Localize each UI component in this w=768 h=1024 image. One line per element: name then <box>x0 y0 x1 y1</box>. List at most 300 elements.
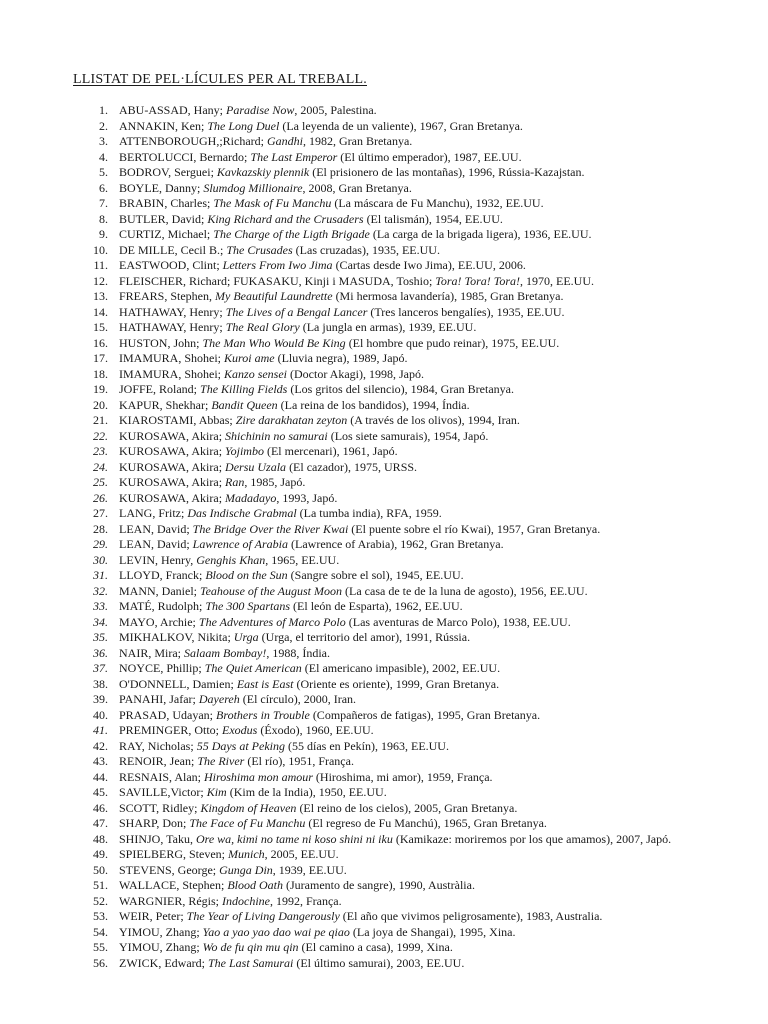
list-item <box>0 150 768 166</box>
list-item-text <box>119 289 729 305</box>
film-title: The Killing Fields <box>200 382 288 396</box>
list-item-number: 47. <box>93 816 108 830</box>
film-title: The Mask of Fu Manchu <box>213 196 332 210</box>
film-title: East is East <box>236 676 294 691</box>
list-item-number: 4. <box>99 149 108 164</box>
list-item <box>0 925 768 941</box>
film-details: (El último samurai), 2003, EE.UU. <box>293 955 465 970</box>
list-item <box>0 289 768 305</box>
list-item <box>0 258 768 274</box>
list-item <box>0 103 768 119</box>
list-item-number: 37. <box>93 661 108 675</box>
director: SCOTT, Ridley; <box>119 800 201 815</box>
director: DE MILLE, Cecil B.; <box>119 242 227 257</box>
list-item <box>0 956 768 972</box>
list-item-text <box>119 305 729 321</box>
list-item-text <box>119 878 729 894</box>
list-item-text <box>119 568 729 584</box>
film-details: (El americano impasible), 2002, EE.UU. <box>301 661 501 675</box>
film-title: Indochine <box>222 893 270 908</box>
film-title: The Last Samurai <box>207 955 294 970</box>
film-title: Dayereh <box>198 692 240 706</box>
film-details: (Hiroshima, mi amor), 1959, França. <box>312 769 493 784</box>
list-item-number: 24. <box>93 459 108 474</box>
film-title: Kingdom of Heaven <box>200 800 297 815</box>
list-item-text <box>119 460 729 476</box>
film-details: (El reino de los cielos), 2005, Gran Bretanya. <box>296 800 518 815</box>
list-item-number: 54. <box>93 924 108 939</box>
list-item <box>0 909 768 925</box>
list-item-number: 53. <box>93 909 108 923</box>
director: O'DONNELL, Damien; <box>119 676 237 691</box>
list-item-number: 12. <box>93 273 108 288</box>
list-item-number: 1. <box>99 103 108 117</box>
page-title: LLISTAT DE PEL·LÍCULES PER AL TREBALL. <box>73 72 367 87</box>
film-details: , 1992, França. <box>269 893 342 908</box>
film-details: (El hombre que pudo reinar), 1975, EE.UU. <box>345 335 560 350</box>
list-item-number: 45. <box>93 785 108 799</box>
list-item-text <box>119 615 729 631</box>
list-item-text <box>119 553 729 569</box>
list-item <box>0 119 768 135</box>
list-item-number: 19. <box>93 382 108 396</box>
film-details: , 1939, EE.UU. <box>272 862 347 877</box>
director: LEAN, David; <box>119 521 193 536</box>
film-details: (Tres lanceros bengalíes), 1935, EE.UU. <box>367 304 565 319</box>
film-title: The Year of Living Dangerously <box>186 909 340 923</box>
film-title: Shichinin no samurai <box>225 428 328 443</box>
film-title: Das Indische Grabmal <box>187 506 297 520</box>
list-item-number: 5. <box>99 165 108 179</box>
list-item-text <box>119 103 729 119</box>
list-item-number: 25. <box>93 475 108 489</box>
list-item-number: 46. <box>93 800 108 815</box>
film-title: Kim <box>206 785 227 799</box>
list-item-number: 11. <box>93 258 108 272</box>
list-item-text <box>119 522 729 538</box>
list-item <box>0 832 768 848</box>
list-item <box>0 351 768 367</box>
director: KUROSAWA, Akira; <box>119 475 226 489</box>
list-item <box>0 429 768 445</box>
list-item <box>0 212 768 228</box>
list-item-text <box>119 801 729 817</box>
list-item-number: 51. <box>93 878 108 892</box>
film-title: Teahouse of the August Moon <box>200 583 343 598</box>
director: RAY, Nicholas; <box>119 738 197 753</box>
list-item-number: 38. <box>93 676 108 691</box>
director: YIMOU, Zhang; <box>119 940 203 954</box>
film-title: Hiroshima mon amour <box>204 769 313 784</box>
film-details: , 1982, Gran Bretanya. <box>302 134 413 148</box>
film-details: (La reina de los bandidos), 1994, Índia. <box>277 397 470 412</box>
list-item-text <box>119 863 729 879</box>
director: CURTIZ, Michael; <box>119 227 214 241</box>
list-item <box>0 181 768 197</box>
film-title: Letters From Iwo Jima <box>222 258 333 272</box>
list-item-text <box>119 336 729 352</box>
list-item <box>0 227 768 243</box>
list-item-number: 28. <box>93 521 108 536</box>
list-item-number: 16. <box>93 335 108 350</box>
film-title: My Beautiful Laundrette <box>215 289 333 303</box>
film-title: The Last Emperor <box>250 149 338 164</box>
director: WARGNIER, Régis; <box>119 893 222 908</box>
film-details: , 1988, Índia. <box>266 645 330 660</box>
film-details: (55 días en Pekín), 1963, EE.UU. <box>285 738 449 753</box>
film-details: (El león de Esparta), 1962, EE.UU. <box>290 599 463 613</box>
list-item-text <box>119 150 729 166</box>
list-item <box>0 816 768 832</box>
director: KUROSAWA, Akira; <box>119 490 226 505</box>
list-item-number: 55. <box>93 940 108 954</box>
list-item-number: 34. <box>93 614 108 629</box>
director: HATHAWAY, Henry; <box>119 304 226 319</box>
film-title: The 300 Spartans <box>205 599 291 613</box>
film-details: (El puente sobre el río Kwai), 1957, Gran Bretanya. <box>348 521 601 536</box>
film-details: (El último emperador), 1987, EE.UU. <box>337 149 522 164</box>
film-title: Ran <box>225 475 245 489</box>
list-item <box>0 708 768 724</box>
list-item-number: 18. <box>93 366 108 381</box>
list-item-number: 9. <box>99 227 108 241</box>
list-item-number: 7. <box>99 196 108 210</box>
director: LEVIN, Henry, <box>119 552 197 567</box>
list-item <box>0 398 768 414</box>
film-details: (El mercenari), 1961, Japó. <box>263 444 398 458</box>
film-title: King Richard and the Crusaders <box>207 211 364 226</box>
list-item <box>0 382 768 398</box>
list-item <box>0 894 768 910</box>
list-item <box>0 134 768 150</box>
film-details: , 1985, Japó. <box>244 475 306 489</box>
list-item-text <box>119 444 729 460</box>
list-item <box>0 739 768 755</box>
list-item-text <box>119 832 729 848</box>
list-item-number: 14. <box>93 304 108 319</box>
list-item-number: 56. <box>93 955 108 970</box>
director: PREMINGER, Otto; <box>119 723 223 737</box>
film-details: (Juramento de sangre), 1990, Austràlia. <box>283 878 475 892</box>
list-item-number: 30. <box>93 552 108 567</box>
director: BERTOLUCCI, Bernardo; <box>119 149 251 164</box>
list-item-text <box>119 398 729 414</box>
list-item-text <box>119 723 729 739</box>
film-title: The Bridge Over the River Kwai <box>192 521 349 536</box>
list-item-text <box>119 243 729 259</box>
film-title: Yao a yao yao dao wai pe qiao <box>202 924 350 939</box>
list-item-number: 26. <box>93 490 108 505</box>
film-details: (La carga de la brigada ligera), 1936, EE.UU. <box>369 227 592 241</box>
film-title: Kavkazskiy plennik <box>216 165 310 179</box>
director: EASTWOOD, Clint; <box>119 258 223 272</box>
director: SAVILLE,Victor; <box>119 785 207 799</box>
list-item <box>0 506 768 522</box>
film-title: Lawrence of Arabia <box>192 537 288 551</box>
director: WEIR, Peter; <box>119 909 187 923</box>
director: ZWICK, Edward; <box>119 955 208 970</box>
list-item <box>0 661 768 677</box>
list-item <box>0 615 768 631</box>
film-details: (La máscara de Fu Manchu), 1932, EE.UU. <box>331 196 544 210</box>
director: SHINJO, Taku, <box>119 831 196 846</box>
list-item <box>0 537 768 553</box>
film-details: (Sangre sobre el sol), 1945, EE.UU. <box>287 568 464 582</box>
film-details: (Las cruzadas), 1935, EE.UU. <box>292 242 440 257</box>
list-item-number: 39. <box>93 692 108 706</box>
list-item <box>0 785 768 801</box>
film-details: , 2005, EE.UU. <box>264 847 339 861</box>
film-details: (Lawrence of Arabia), 1962, Gran Bretanya. <box>288 537 504 551</box>
list-item-number: 43. <box>93 754 108 768</box>
film-details: (El año que vivimos peligrosamente), 1983, Australia. <box>339 909 603 923</box>
list-item <box>0 677 768 693</box>
list-item-text <box>119 816 729 832</box>
film-details: (El cazador), 1975, URSS. <box>286 459 418 474</box>
director: BOYLE, Danny; <box>119 180 204 195</box>
list-item <box>0 444 768 460</box>
director: RENOIR, Jean; <box>119 754 198 768</box>
director: STEVENS, George; <box>119 862 220 877</box>
list-item-text <box>119 584 729 600</box>
film-title: Yojimbo <box>225 444 264 458</box>
film-title: Tora! Tora! Tora! <box>435 273 521 288</box>
film-title: Munich <box>228 847 265 861</box>
director: HATHAWAY, Henry; <box>119 320 226 334</box>
film-title: Slumdog Millionaire <box>203 180 303 195</box>
list-item-text <box>119 956 729 972</box>
list-item-number: 42. <box>93 738 108 753</box>
list-item-text <box>119 692 729 708</box>
film-title: Blood Oath <box>227 878 283 892</box>
list-item-text <box>119 274 729 290</box>
list-item-text <box>119 367 729 383</box>
director: JOFFE, Roland; <box>119 382 201 396</box>
list-item-number: 41. <box>93 723 108 737</box>
film-title: The Crusades <box>226 242 293 257</box>
list-item <box>0 599 768 615</box>
film-title: Kuroi ame <box>224 351 275 365</box>
film-title: The Long Duel <box>207 118 280 133</box>
film-title: The River <box>197 754 245 768</box>
list-item-text <box>119 909 729 925</box>
list-item-number: 22. <box>93 428 108 443</box>
director: IMAMURA, Shohei; <box>119 366 225 381</box>
list-item <box>0 801 768 817</box>
director: KIAROSTAMI, Abbas; <box>119 413 236 427</box>
director: NAIR, Mira; <box>119 645 184 660</box>
list-item <box>0 630 768 646</box>
list-item-number: 6. <box>99 180 108 195</box>
list-item-number: 21. <box>93 413 108 427</box>
list-item-text <box>119 770 729 786</box>
film-details: (Compañeros de fatigas), 1995, Gran Bretanya. <box>309 707 541 722</box>
list-item <box>0 320 768 336</box>
list-item-number: 23. <box>93 444 108 458</box>
director: KAPUR, Shekhar; <box>119 397 212 412</box>
list-item-text <box>119 754 729 770</box>
director: MATÉ, Rudolph; <box>119 599 206 613</box>
list-item-text <box>119 413 729 429</box>
list-item <box>0 165 768 181</box>
director: SHARP, Don; <box>119 816 190 830</box>
director: MANN, Daniel; <box>119 583 200 598</box>
film-details: , 2008, Gran Bretanya. <box>302 180 412 195</box>
film-details: (Doctor Akagi), 1998, Japó. <box>287 366 424 381</box>
director: RESNAIS, Alan; <box>119 769 205 784</box>
film-details: (Las aventuras de Marco Polo), 1938, EE.UU. <box>345 614 571 629</box>
film-details: , 2005, Palestina. <box>294 103 377 117</box>
film-details: (A través de los olivos), 1994, Iran. <box>347 413 520 427</box>
film-details: (La joya de Shangai), 1995, Xina. <box>349 924 516 939</box>
film-details: (Kim de la India), 1950, EE.UU. <box>226 785 387 799</box>
list-item-text <box>119 599 729 615</box>
list-item-number: 49. <box>93 847 108 861</box>
film-title: The Quiet American <box>204 661 302 675</box>
list-item <box>0 553 768 569</box>
film-details: , 1965, EE.UU. <box>265 552 340 567</box>
film-title: Urga <box>233 630 259 644</box>
film-title: Brothers in Trouble <box>216 707 310 722</box>
list-item-number: 50. <box>93 862 108 877</box>
list-item-number: 8. <box>99 211 108 226</box>
list-item-text <box>119 940 729 956</box>
film-title: Blood on the Sun <box>205 568 288 582</box>
director: LANG, Fritz; <box>119 506 188 520</box>
list-item-text <box>119 506 729 522</box>
film-title: 55 Days at Peking <box>196 738 285 753</box>
list-item-number: 36. <box>93 645 108 660</box>
film-details: (El talismán), 1954, EE.UU. <box>363 211 503 226</box>
director: IMAMURA, Shohei; <box>119 351 225 365</box>
list-item-text <box>119 212 729 228</box>
list-item-number: 20. <box>93 397 108 412</box>
list-item-text <box>119 351 729 367</box>
list-item-number: 44. <box>93 769 108 784</box>
film-title: The Adventures of Marco Polo <box>198 614 346 629</box>
film-title: The Face of Fu Manchu <box>189 816 306 830</box>
director: FLEISCHER, Richard; FUKASAKU, Kinji i MASUDA, Toshio; <box>119 273 436 288</box>
list-item <box>0 460 768 476</box>
list-item <box>0 878 768 894</box>
director: ANNAKIN, Ken; <box>119 118 208 133</box>
list-item-text <box>119 847 729 863</box>
film-title: Wo de fu qin mu qin <box>202 940 299 954</box>
list-item-number: 40. <box>93 707 108 722</box>
film-title: Exodus <box>222 723 258 737</box>
list-item-text <box>119 196 729 212</box>
director: LLOYD, Franck; <box>119 568 206 582</box>
list-item-text <box>119 677 729 693</box>
list-item-text <box>119 925 729 941</box>
list-item-number: 32. <box>93 583 108 598</box>
film-title: Gandhi <box>266 134 303 148</box>
film-title: Bandit Queen <box>211 397 278 412</box>
film-details: (El camino a casa), 1999, Xina. <box>298 940 453 954</box>
director: YIMOU, Zhang; <box>119 924 203 939</box>
film-details: (Éxodo), 1960, EE.UU. <box>257 723 374 737</box>
list-item-text <box>119 894 729 910</box>
film-details: (La jungla en armas), 1939, EE.UU. <box>299 320 477 334</box>
film-details: (El río), 1951, França. <box>244 754 354 768</box>
list-item-text <box>119 661 729 677</box>
list-item-text <box>119 134 729 150</box>
list-item-number: 13. <box>93 289 108 303</box>
list-item-text <box>119 475 729 491</box>
film-title: Kanzo sensei <box>224 366 288 381</box>
list-item-text <box>119 165 729 181</box>
film-details: (El círculo), 2000, Iran. <box>239 692 357 706</box>
director: KUROSAWA, Akira; <box>119 459 226 474</box>
film-title: Ore wa, kimi no tame ni koso shini ni iku <box>195 831 393 846</box>
film-details: (Urga, el territorio del amor), 1991, Rússia. <box>258 630 471 644</box>
film-details: (Lluvia negra), 1989, Japó. <box>274 351 408 365</box>
director: NOYCE, Phillip; <box>119 661 205 675</box>
list-item <box>0 522 768 538</box>
list-item-number: 52. <box>93 893 108 908</box>
list-item <box>0 723 768 739</box>
list-item-number: 33. <box>93 599 108 613</box>
list-item <box>0 646 768 662</box>
list-item-number: 35. <box>93 630 108 644</box>
list-item-text <box>119 491 729 507</box>
film-details: (Cartas desde Iwo Jima), EE.UU, 2006. <box>332 258 526 272</box>
film-details: (Mi hermosa lavandería), 1985, Gran Bretanya. <box>332 289 564 303</box>
film-title: The Real Glory <box>225 320 300 334</box>
list-item <box>0 367 768 383</box>
film-title: The Charge of the Ligth Brigade <box>213 227 370 241</box>
list-item-text <box>119 119 729 135</box>
list-item-text <box>119 258 729 274</box>
film-details: (El prisionero de las montañas), 1996, Rússia-Kazajstan. <box>309 165 585 179</box>
film-details: , 1970, EE.UU. <box>520 273 595 288</box>
film-list <box>0 103 768 971</box>
list-item-number: 27. <box>93 506 108 520</box>
director: MIKHALKOV, Nikita; <box>119 630 234 644</box>
list-item-number: 29. <box>93 537 108 551</box>
list-item-number: 17. <box>93 351 108 365</box>
director: ATTENBOROUGH,;Richard; <box>119 134 267 148</box>
film-details: (El regreso de Fu Manchú), 1965, Gran Bretanya. <box>305 816 547 830</box>
film-title: Madadayo <box>225 490 277 505</box>
film-details: , 1993, Japó. <box>276 490 338 505</box>
director: PRASAD, Udayan; <box>119 707 217 722</box>
list-item-number: 15. <box>93 320 108 334</box>
list-item <box>0 568 768 584</box>
list-item <box>0 863 768 879</box>
film-title: Dersu Uzala <box>225 459 287 474</box>
list-item <box>0 243 768 259</box>
film-details: (Los siete samurais), 1954, Japó. <box>327 428 489 443</box>
list-item <box>0 274 768 290</box>
list-item <box>0 475 768 491</box>
list-item-text <box>119 630 729 646</box>
director: BUTLER, David; <box>119 211 208 226</box>
film-title: Genghis Khan <box>196 552 266 567</box>
list-item <box>0 754 768 770</box>
list-item-number: 48. <box>93 831 108 846</box>
film-details: (Kamikaze: moriremos por los que amamos), 2007, Japó. <box>392 831 672 846</box>
list-item-text <box>119 646 729 662</box>
list-item-text <box>119 227 729 243</box>
director: KUROSAWA, Akira; <box>119 444 226 458</box>
list-item <box>0 847 768 863</box>
list-item <box>0 770 768 786</box>
list-item <box>0 413 768 429</box>
film-details: (Los gritos del silencio), 1984, Gran Bretanya. <box>287 382 514 396</box>
list-item-text <box>119 429 729 445</box>
film-details: (La casa de te de la luna de agosto), 1956, EE.UU. <box>342 583 588 598</box>
